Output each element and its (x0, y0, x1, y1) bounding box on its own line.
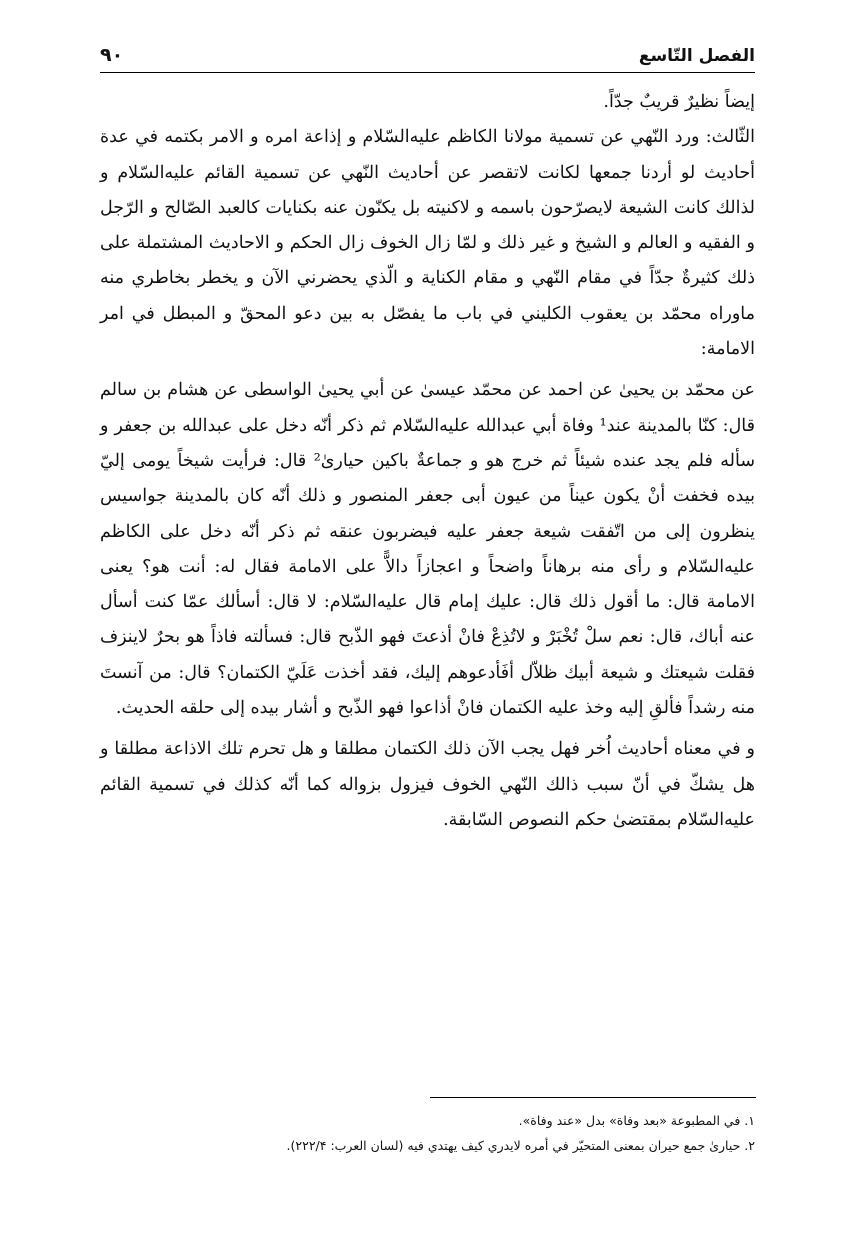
chapter-title: الفصل التّاسع (638, 46, 755, 66)
paragraph-1: إيضاً نظيرٌ قريبٌ جدّاً. (603, 92, 755, 112)
running-header (100, 44, 755, 74)
paragraph-3: عن محمّد بن يحيىٰ عن احمد عن محمّد عيسىٰ عن أبي يحيىٰ الواسطى عن هشام بن سالم قال: كنّا بالمدينة عند¹ وفاة أبي عبدالله عليه‌السّلام ثم ذكر أنّه دخل على عبدالله بن جعفر و سأله فلم يجد عنده شيئاً ثم خرج هو و جماعةٌ باكين حيارىٰ² قال: فرأيت شيخاً يومى إليّ بيده فخفت أنْ يكون عيناً من عيون أبى جعفر المنصور و ذلك أنّه كان بالمدينة جواسيس ينظرون إلى من اتّفقت شيعة جعفر عليه فيضربون عنقه ثم ذكر أنّه دخل على الكاظم عليه‌السّلام و رأى منه برهاناً واضحاً و اعجازاً دالاًّ على الامامة فقال له: أنت هو؟ يعنى الامامة قال: ما أقول ذلك قال: عليك إمام قال عليه‌السّلام: لا قال: أسألك عمّا كنت أسأل عنه أباك، قال: نعم سلْ تُخْبَرْ و لاتُذِعْ فانْ أذعتَ فهو الذّبح قال: فسألته فاذاً هو بحرٌ لاينزف فقلت شيعتك و شيعة أبيك ظلاّل أفَأدعوهم إليك، فقد أخذت عَلَيّ الكتمان؟ قال: من آنستَ منه رشداً فألقِ إليه وخذ عليه الكتمان فانْ أذاعوا فهو الذّبح و أشار بيده إلى حلقه الحديث. (100, 380, 755, 719)
paragraph-4: و في معناه أحاديث اُخر فهل يجب الآن ذلك الكتمان مطلقا و هل تحرم تلك الاذاعة مطلقا و هل يشكّ في أنّ سبب ذالك النّهي الخوف فيزول بزواله كما أنّه كذلك في تسمية القائم عليه‌السّلام بمقتضىٰ حكم النصوص السّابقة. (100, 739, 755, 830)
footnotes (100, 1108, 755, 1158)
footnote-divider (430, 1097, 756, 1098)
page-number: ٩٠ (100, 44, 124, 66)
footnote-1: ١. في المطبوعة «بعد وفاة» بدل «عند وفاة». (518, 1113, 755, 1128)
footnote-2: ٢. حيارىٰ جمع حيران بمعنى المتحيّر في أمره لايدري كيف يهتدي فيه (لسان العرب: ٢٢٢/۴). (286, 1138, 755, 1153)
paragraph-2: الثّالث: ورد النّهي عن تسمية مولانا الكاظم عليه‌السّلام و إذاعة امره و الامر بكتمه في عدة أحاديث لو أردنا جمعها لكانت لاتقصر عن أحاديث النّهي عن تسمية القائم عليه‌السّلام و لذالك كانت الشيعة لايصرّحون باسمه و لاكنيته بل يكنّون عنه بكنايات كالعبد الصّالح و الرّجل و الفقيه و العالم و الشيخ و غير ذلك و لمّا زال الخوف زال الحكم و الاحاديث المشتملة على ذلك كثيرةٌ جدّاً في مقام النّهي و مقام الكناية و الّذي يحضرني الآن و يخطر بخاطري منه ماوراه محمّد بن يعقوب الكليني في باب ما يفصّل به بين دعو المحقّ و المبطل في امر الامامة: (100, 127, 755, 360)
body-text (100, 85, 755, 838)
header-divider (100, 72, 755, 73)
